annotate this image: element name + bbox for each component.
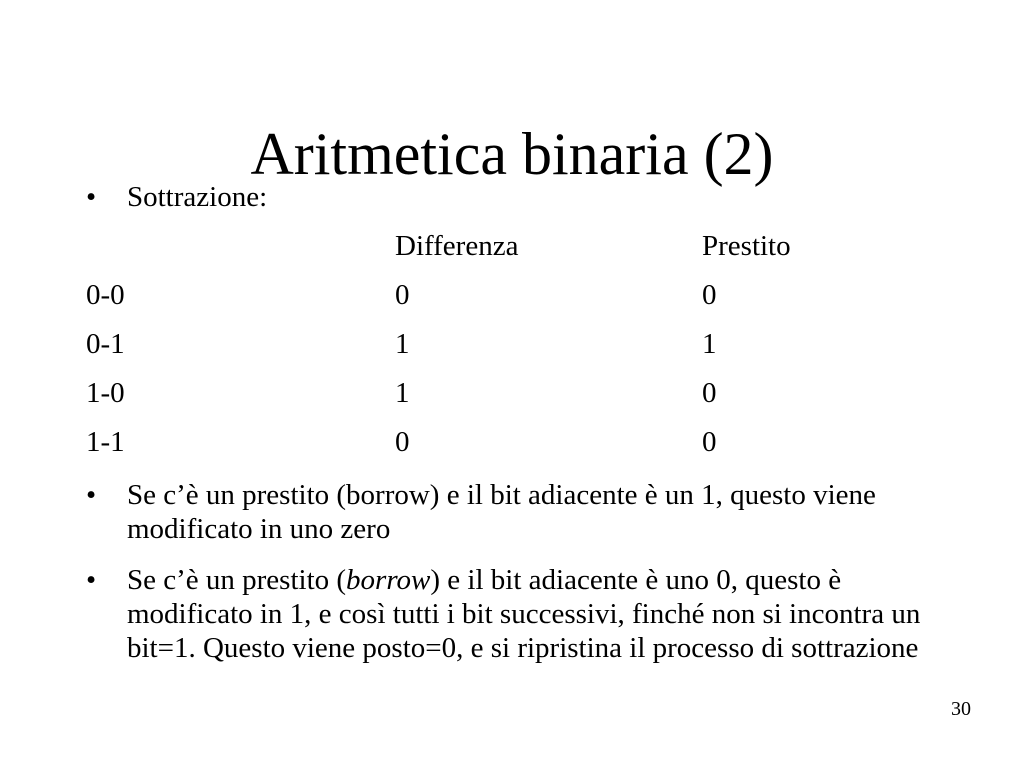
table-cell: 0-0 [86,279,125,311]
bullet-text-italic: borrow [346,564,431,596]
bullet-text-part: Se c’è un prestito ( [127,564,347,596]
bullet-text: Se c’è un prestito (borrow) e il bit adiacente è un 1, questo viene modificato in uno zero [127,479,876,545]
table-cell: 1 [395,328,410,360]
table-cell: 1 [395,377,410,409]
table-cell: 0 [395,426,410,458]
bullet-text [127,563,946,665]
bullet-borrow-zero [86,563,946,665]
table-header-cell: Prestito [702,230,791,262]
table-row [86,327,946,361]
page-number: 30 [951,698,971,720]
table-header-row [86,229,946,263]
table-row [86,425,946,459]
bullet-borrow-one [86,478,946,546]
slide-title: Aritmetica binaria (2) [250,121,774,187]
table-cell: 0 [395,279,410,311]
bullet-dot: • [86,181,97,213]
table-cell: 0-1 [86,328,125,360]
bullet-text: Sottrazione: [127,181,268,213]
table-cell: 0 [702,279,717,311]
bullet-dot: • [86,564,97,596]
table-cell: 1 [702,328,717,360]
bullet-sottrazione [86,180,946,214]
table-row [86,376,946,410]
bullet-text-part: ) e il bit adiacente è uno 0, questo è modificato in 1, e così tutti i bit successivi, finché non si incontra un bit=1. Questo viene posto=0, e si ripristina il processo di sottrazione [127,564,921,664]
bullet-dot: • [86,479,97,511]
table-cell: 1-0 [86,377,125,409]
table-row [86,278,946,312]
table-header-cell: Differenza [395,230,519,262]
table-cell: 0 [702,426,717,458]
table-cell: 1-1 [86,426,125,458]
table-cell: 0 [702,377,717,409]
